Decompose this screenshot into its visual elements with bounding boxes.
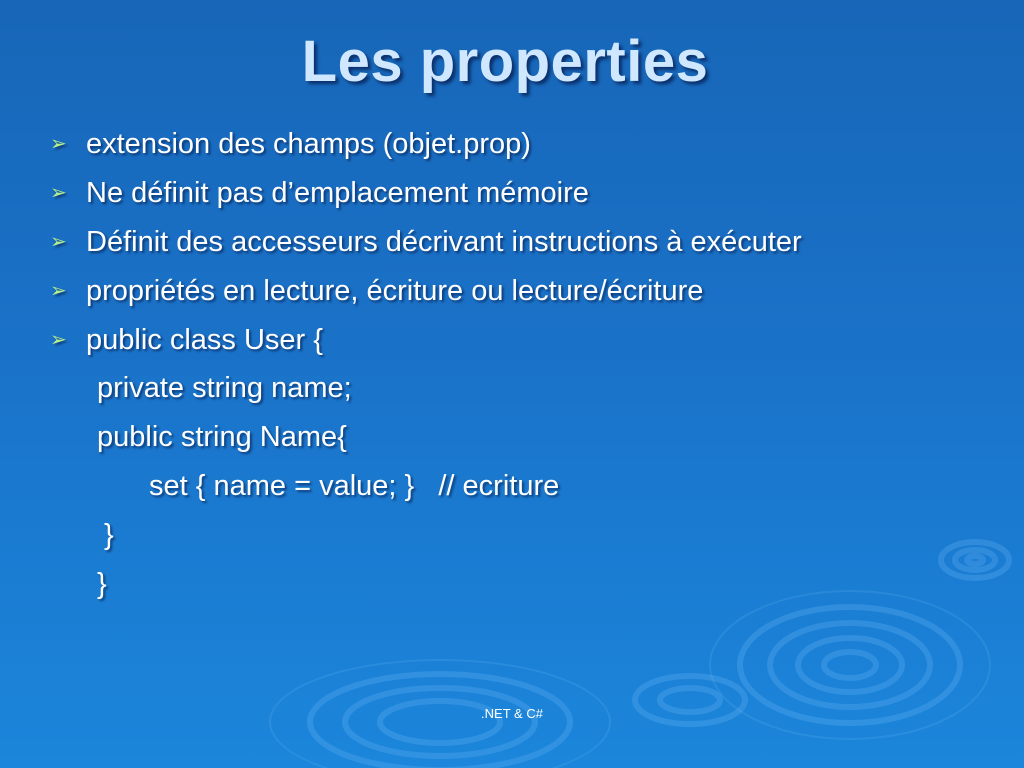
code-line: private string name; xyxy=(97,372,352,404)
bullet-text: extension des champs (objet.prop) xyxy=(86,128,531,160)
bullet-text: public class User { xyxy=(86,324,323,356)
bullet-text: propriétés en lecture, écriture ou lecture/écriture xyxy=(86,275,704,307)
bullet-item xyxy=(50,274,703,308)
code-line: } xyxy=(97,568,107,600)
slide-title: Les properties xyxy=(301,29,709,94)
bullet-text: Définit des accesseurs décrivant instructions à exécuter xyxy=(86,226,802,258)
bullet-item xyxy=(50,323,323,357)
arrow-bullet-icon: ➢ xyxy=(50,280,67,302)
bullet-item xyxy=(50,127,531,161)
bullet-item xyxy=(50,176,589,210)
arrow-bullet-icon: ➢ xyxy=(50,231,67,253)
code-line: } xyxy=(104,519,114,551)
code-line: set { name = value; } // ecriture xyxy=(149,470,560,502)
arrow-bullet-icon: ➢ xyxy=(50,133,67,155)
bullet-text: Ne définit pas d’emplacement mémoire xyxy=(86,177,589,209)
code-line: public string Name{ xyxy=(97,421,347,453)
bullet-item xyxy=(50,225,802,259)
arrow-bullet-icon: ➢ xyxy=(50,182,67,204)
arrow-bullet-icon: ➢ xyxy=(50,329,67,351)
slide-footer: .NET & C# xyxy=(481,706,543,721)
